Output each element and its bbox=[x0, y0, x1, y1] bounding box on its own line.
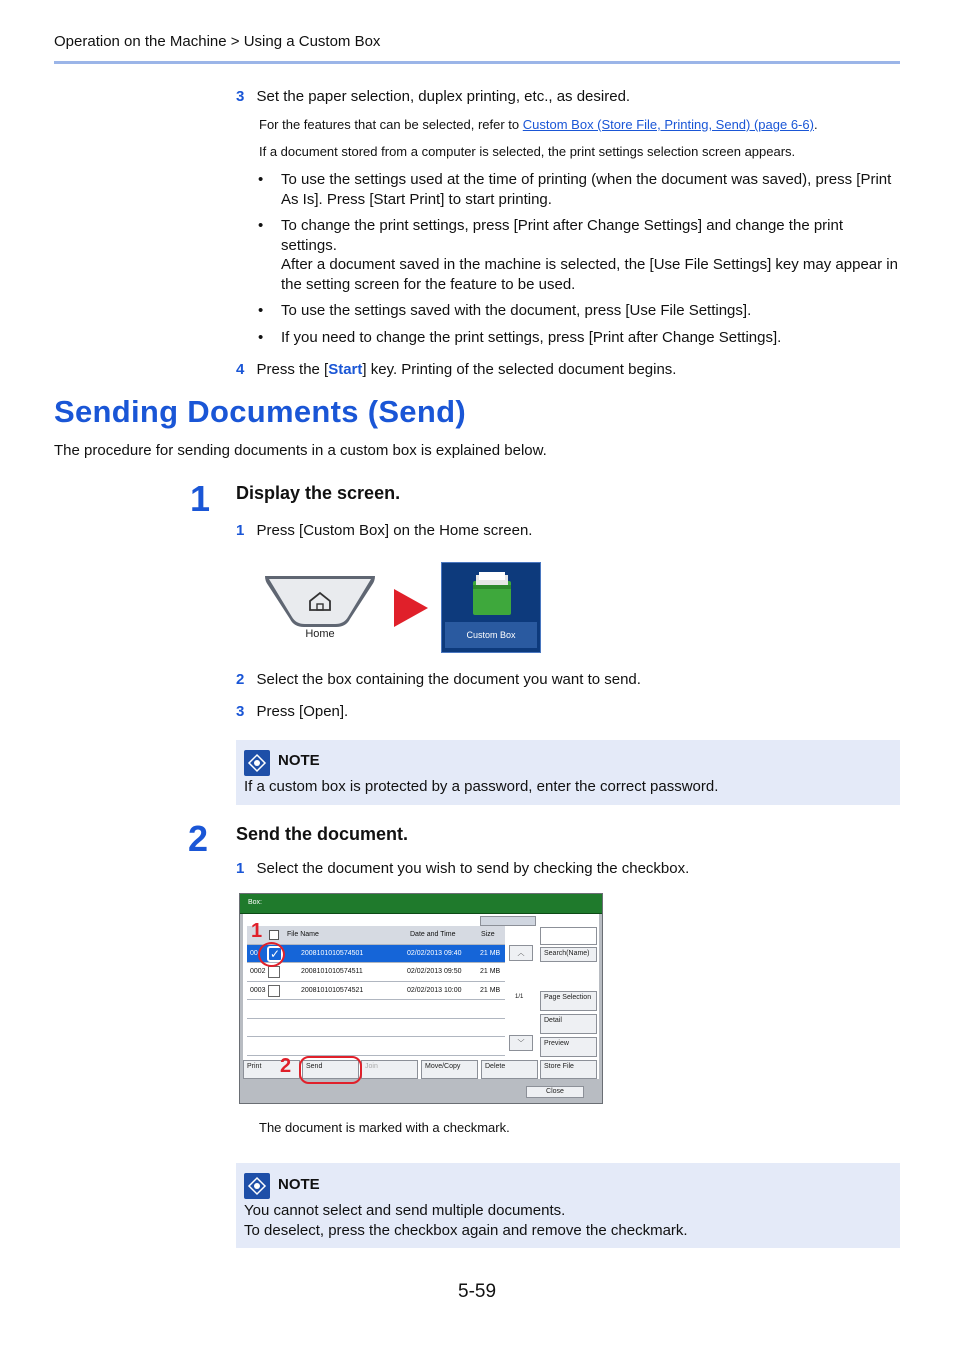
note-icon bbox=[244, 750, 270, 776]
row-number: 0003 bbox=[250, 986, 266, 994]
screen-body bbox=[243, 914, 599, 1079]
home-key[interactable] bbox=[264, 575, 376, 650]
delete-button[interactable]: Delete bbox=[481, 1060, 538, 1079]
table-row[interactable] bbox=[247, 963, 505, 982]
step-title: Display the screen. bbox=[236, 483, 401, 503]
table-row[interactable] bbox=[247, 945, 505, 964]
custom-box-tile[interactable] bbox=[441, 562, 541, 653]
bullet-dot: • bbox=[258, 302, 264, 319]
sub-step bbox=[236, 670, 641, 689]
callout-marker-1: 1 bbox=[251, 920, 263, 942]
row-checkbox[interactable] bbox=[268, 985, 280, 997]
bullet-item bbox=[258, 216, 898, 255]
bullet-text: To use the settings saved with the document, press [Use File Settings]. bbox=[281, 302, 752, 319]
col-file-name[interactable]: File Name bbox=[287, 931, 319, 938]
move-copy-button[interactable]: Move/Copy bbox=[421, 1060, 478, 1079]
bullet-dot: • bbox=[258, 217, 264, 234]
bullet-item bbox=[258, 301, 898, 321]
row-number: 00 bbox=[250, 949, 258, 957]
table-row bbox=[247, 1000, 505, 1019]
table-row bbox=[247, 1019, 505, 1038]
note-text: You cannot select and send multiple documents. bbox=[244, 1202, 566, 1219]
table-header bbox=[247, 926, 505, 945]
search-field[interactable] bbox=[540, 927, 597, 945]
step-text-suffix: ] key. Printing of the selected document begins. bbox=[362, 361, 677, 378]
view-toggle[interactable] bbox=[480, 916, 536, 926]
select-all-checkbox[interactable] bbox=[269, 930, 279, 940]
sub-step bbox=[236, 702, 348, 721]
step-text: Press [Open]. bbox=[256, 703, 349, 720]
file-date: 02/02/2013 09:40 bbox=[407, 949, 462, 957]
row-checkbox-checked[interactable]: ✓ bbox=[267, 946, 283, 962]
big-step-number: 2 bbox=[188, 818, 209, 859]
header-divider bbox=[54, 61, 900, 64]
bullet-list bbox=[258, 170, 898, 354]
sub-step bbox=[236, 521, 532, 540]
print-button[interactable]: Print bbox=[243, 1060, 300, 1079]
step-number: 3 bbox=[236, 88, 245, 105]
bullet-dot: • bbox=[258, 171, 264, 188]
col-date[interactable]: Date and Time bbox=[410, 931, 456, 938]
note-text: If a custom box is protected by a password, enter the correct password. bbox=[244, 778, 719, 795]
row-checkbox[interactable] bbox=[268, 966, 280, 978]
file-table bbox=[247, 926, 505, 1056]
step-4 bbox=[236, 360, 676, 379]
store-file-button[interactable]: Store File bbox=[540, 1060, 597, 1079]
scroll-down-button[interactable]: ﹀ bbox=[509, 1035, 533, 1051]
preview-button[interactable]: Preview bbox=[540, 1037, 597, 1057]
file-size: 21 MB bbox=[480, 949, 501, 957]
note-text: To deselect, press the checkbox again and remove the checkmark. bbox=[244, 1222, 688, 1239]
section-intro: The procedure for sending documents in a custom box is explained below. bbox=[54, 442, 547, 459]
sub-step bbox=[236, 859, 689, 878]
note-box bbox=[236, 740, 900, 805]
table-row bbox=[247, 1037, 505, 1056]
file-date: 02/02/2013 09:50 bbox=[407, 968, 462, 975]
bullet-text: To change the print settings, press [Print after Change Settings] and change the print settings. bbox=[281, 217, 844, 254]
file-size: 21 MB bbox=[480, 986, 501, 994]
note-icon bbox=[244, 1173, 270, 1199]
reference-suffix: . bbox=[813, 117, 818, 132]
row-number: 0002 bbox=[250, 968, 266, 975]
bullet-continuation bbox=[258, 255, 898, 294]
reference-link[interactable]: Custom Box (Store File, Printing, Send) (page 6-6) bbox=[522, 117, 814, 132]
scroll-up-button[interactable]: ︿ bbox=[509, 945, 533, 961]
col-size[interactable]: Size bbox=[481, 931, 495, 938]
step-3 bbox=[236, 87, 630, 106]
start-key-name: Start bbox=[328, 361, 363, 378]
arrow-right-icon bbox=[394, 589, 428, 627]
custom-box-label: Custom Box bbox=[445, 622, 537, 648]
note-box bbox=[236, 1163, 900, 1248]
step-text: Select the document you wish to send by checking the checkbox. bbox=[256, 860, 690, 877]
file-date: 02/02/2013 10:00 bbox=[407, 986, 462, 994]
checkbox-highlight-circle bbox=[258, 942, 285, 967]
search-name-button[interactable]: Search(Name) bbox=[540, 947, 597, 962]
step-3-reference bbox=[259, 116, 818, 133]
bullet-item bbox=[258, 328, 898, 348]
step-text: Set the paper selection, duplex printing, etc., as desired. bbox=[256, 88, 631, 105]
file-name: 2008101010574511 bbox=[301, 968, 363, 975]
join-button[interactable]: Join bbox=[361, 1060, 418, 1079]
step-number: 2 bbox=[236, 671, 245, 688]
bullet-text: If you need to change the print settings, press [Print after Change Settings]. bbox=[281, 328, 782, 346]
callout-marker-2: 2 bbox=[280, 1055, 292, 1077]
close-button[interactable]: Close bbox=[526, 1086, 584, 1098]
step-number: 1 bbox=[236, 860, 245, 877]
file-name: 2008101010574521 bbox=[301, 986, 364, 994]
panel-screen bbox=[239, 893, 603, 1104]
home-label: Home bbox=[305, 628, 335, 640]
send-button[interactable]: Send bbox=[302, 1060, 359, 1079]
screen-caption: The document is marked with a checkmark. bbox=[259, 1120, 510, 1135]
box-label: Box: bbox=[248, 899, 263, 906]
big-step-number: 1 bbox=[190, 478, 211, 519]
step-number: 4 bbox=[236, 361, 245, 378]
step-text: Press [Custom Box] on the Home screen. bbox=[256, 522, 533, 539]
bullet-text: To use the settings used at the time of printing (when the document was saved), press [Print As Is]. Press [Start Print] to start printing. bbox=[281, 171, 892, 208]
breadcrumb: Operation on the Machine > Using a Custom Box bbox=[54, 33, 381, 50]
step-number: 3 bbox=[236, 703, 245, 720]
page-indicator: 1/1 bbox=[515, 994, 524, 1000]
table-row[interactable] bbox=[247, 982, 505, 1001]
step-title: Send the document. bbox=[236, 824, 409, 844]
step-text: Select the box containing the document you want to send. bbox=[256, 671, 641, 688]
bullet-text: After a document saved in the machine is selected, the [Use File Settings] key may appear in the setting screen for the feature to be used. bbox=[281, 256, 898, 293]
page-selection-button[interactable]: Page Selection bbox=[540, 991, 597, 1011]
file-name: 2008101010574501 bbox=[301, 949, 364, 957]
reference-prefix: For the features that can be selected, refer to bbox=[259, 117, 523, 132]
section-title: Sending Documents (Send) bbox=[54, 394, 466, 429]
custom-box-icon bbox=[470, 571, 514, 617]
file-size: 21 MB bbox=[480, 968, 501, 975]
step-number: 1 bbox=[236, 522, 245, 539]
detail-button[interactable]: Detail bbox=[540, 1014, 597, 1034]
bullet-item bbox=[258, 170, 898, 209]
note-label: NOTE bbox=[278, 1176, 320, 1193]
step-text-prefix: Press the [ bbox=[256, 361, 329, 378]
step-3-note: If a document stored from a computer is selected, the print settings selection screen appears. bbox=[259, 144, 796, 159]
page-number: 5-59 bbox=[458, 1281, 497, 1302]
send-highlight-circle bbox=[299, 1056, 362, 1084]
bullet-dot: • bbox=[258, 328, 264, 346]
note-label: NOTE bbox=[278, 752, 320, 769]
screen-title-bar bbox=[240, 894, 602, 914]
